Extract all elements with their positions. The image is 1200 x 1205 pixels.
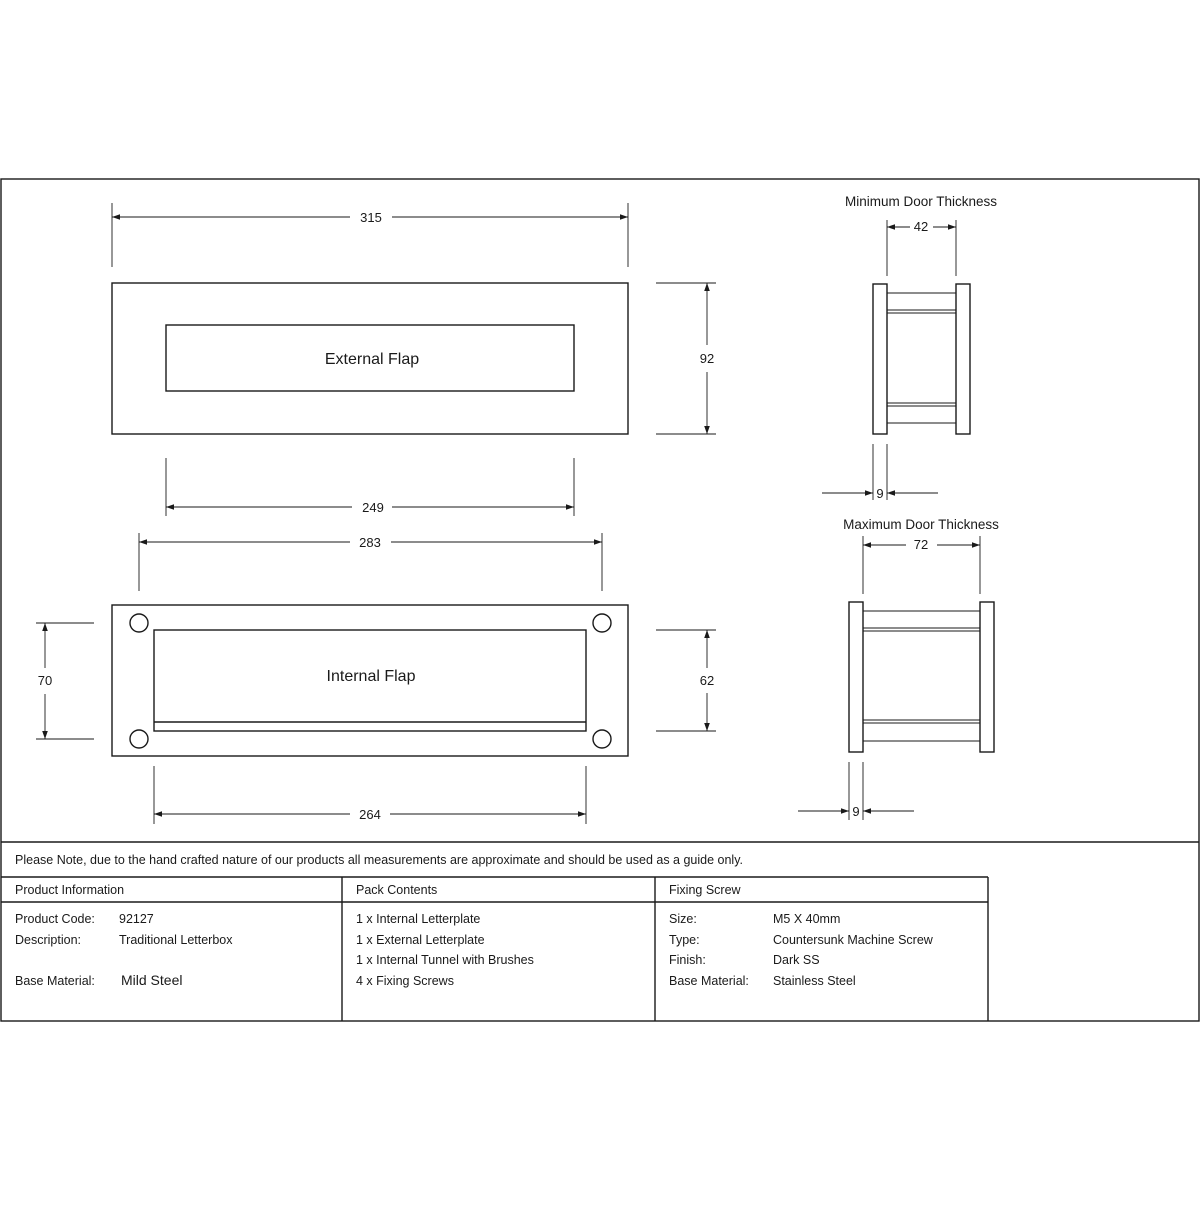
screw-hole-icon bbox=[593, 730, 611, 748]
external-height-dim: 92 bbox=[699, 351, 715, 366]
external-flap-width-dim: 249 bbox=[362, 500, 384, 515]
screw-hole-icon bbox=[130, 730, 148, 748]
screw-size-value: M5 X 40mm bbox=[773, 912, 841, 926]
screw-material-label: Base Material: bbox=[669, 974, 749, 988]
base-material-value: Mild Steel bbox=[121, 972, 183, 988]
internal-height-dim: 70 bbox=[37, 673, 53, 688]
external-flap-drawing bbox=[112, 203, 716, 516]
internal-flap-width-dim: 264 bbox=[359, 807, 381, 822]
max-door-title: Maximum Door Thickness bbox=[843, 517, 999, 532]
pack-item: 1 x Internal Letterplate bbox=[356, 912, 481, 926]
screw-type-label: Type: bbox=[669, 933, 700, 947]
screw-finish-label: Finish: bbox=[669, 953, 706, 967]
max-door-drawing bbox=[798, 517, 999, 820]
max-door-plate-dim: 9 bbox=[852, 804, 860, 819]
internal-flap-label: Internal Flap bbox=[326, 668, 416, 685]
screw-material-value: Stainless Steel bbox=[773, 974, 856, 988]
min-door-thickness-dim: 42 bbox=[913, 219, 929, 234]
pack-item: 1 x Internal Tunnel with Brushes bbox=[356, 953, 534, 967]
screw-hole-icon bbox=[593, 614, 611, 632]
internal-width-dim: 283 bbox=[359, 535, 381, 550]
external-width-dim: 315 bbox=[360, 210, 382, 225]
product-code-label: Product Code: bbox=[15, 912, 95, 926]
product-info-header: Product Information bbox=[15, 883, 125, 897]
screw-type-value: Countersunk Machine Screw bbox=[773, 933, 933, 947]
min-door-title: Minimum Door Thickness bbox=[844, 194, 998, 209]
product-code-value: 92127 bbox=[119, 912, 154, 926]
min-door-drawing bbox=[822, 194, 997, 501]
pack-item: 4 x Fixing Screws bbox=[356, 974, 454, 988]
base-material-label: Base Material: bbox=[15, 974, 95, 988]
description-value: Traditional Letterbox bbox=[119, 933, 233, 947]
screw-finish-value: Dark SS bbox=[773, 953, 820, 967]
sheet-frame bbox=[1, 179, 1199, 1021]
pack-item: 1 x External Letterplate bbox=[356, 933, 485, 947]
screw-size-label: Size: bbox=[669, 912, 697, 926]
min-door-plate-dim: 9 bbox=[876, 486, 884, 501]
screw-hole-icon bbox=[130, 614, 148, 632]
internal-flap-height-dim: 62 bbox=[699, 673, 715, 688]
disclaimer-note: Please Note, due to the hand crafted nature of our products all measurements are approximate and should be used as a guide only. bbox=[15, 853, 744, 867]
fixing-screw-header: Fixing Screw bbox=[669, 883, 741, 897]
pack-contents-header: Pack Contents bbox=[356, 883, 438, 897]
internal-flap-drawing bbox=[36, 533, 716, 824]
external-flap-label: External Flap bbox=[324, 351, 420, 368]
max-door-thickness-dim: 72 bbox=[913, 537, 929, 552]
description-label: Description: bbox=[15, 933, 81, 947]
